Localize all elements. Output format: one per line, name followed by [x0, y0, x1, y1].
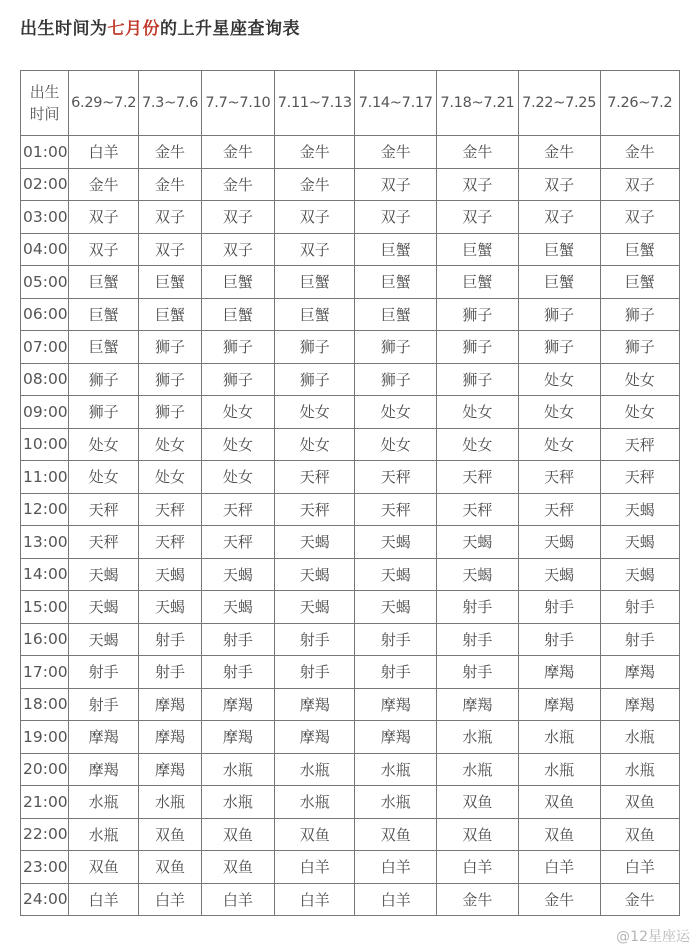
birth-time-cell: 08:00 — [21, 363, 69, 396]
ascendant-sign-cell: 狮子 — [275, 331, 355, 364]
ascendant-sign-cell: 水瓶 — [355, 753, 437, 786]
ascendant-sign-cell: 金牛 — [355, 136, 437, 169]
title-prefix: 出生时间为 — [20, 19, 108, 39]
ascendant-sign-cell: 双鱼 — [201, 851, 274, 884]
ascendant-sign-cell: 金牛 — [437, 883, 519, 916]
table-row — [21, 688, 680, 721]
ascendant-sign-cell: 水瓶 — [68, 818, 139, 851]
ascendant-sign-cell: 处女 — [68, 461, 139, 494]
birth-time-cell: 24:00 — [21, 883, 69, 916]
ascendant-sign-cell: 天秤 — [518, 461, 600, 494]
ascendant-sign-cell: 狮子 — [139, 363, 201, 396]
ascendant-sign-cell: 天秤 — [139, 493, 201, 526]
birth-time-cell: 04:00 — [21, 233, 69, 266]
ascendant-sign-cell: 金牛 — [68, 168, 139, 201]
ascendant-sign-cell: 巨蟹 — [139, 266, 201, 299]
watermark: @12星座运 — [616, 929, 690, 945]
ascendant-sign-cell: 白羊 — [518, 851, 600, 884]
ascendant-sign-cell: 射手 — [68, 688, 139, 721]
ascendant-sign-cell: 天秤 — [275, 493, 355, 526]
ascendant-sign-cell: 双子 — [600, 168, 679, 201]
table-row — [21, 818, 680, 851]
ascendant-sign-cell: 双鱼 — [139, 851, 201, 884]
ascendant-sign-cell: 双子 — [68, 201, 139, 234]
ascendant-sign-cell: 狮子 — [201, 331, 274, 364]
ascendant-sign-cell: 双子 — [437, 201, 519, 234]
ascendant-sign-cell: 处女 — [275, 396, 355, 429]
ascendant-sign-cell: 巨蟹 — [600, 266, 679, 299]
birth-time-cell: 06:00 — [21, 298, 69, 331]
ascendant-sign-cell: 天蝎 — [139, 558, 201, 591]
title-suffix: 的上升星座查询表 — [160, 19, 300, 39]
ascendant-sign-cell: 狮子 — [518, 331, 600, 364]
ascendant-sign-cell: 天蝎 — [437, 558, 519, 591]
ascendant-sign-cell: 双子 — [437, 168, 519, 201]
ascendant-sign-cell: 天秤 — [201, 493, 274, 526]
ascendant-sign-cell: 摩羯 — [139, 688, 201, 721]
ascendant-sign-cell: 天秤 — [275, 461, 355, 494]
ascendant-sign-cell: 天蝎 — [275, 591, 355, 624]
ascendant-sign-cell: 巨蟹 — [600, 233, 679, 266]
ascendant-sign-cell: 双鱼 — [68, 851, 139, 884]
birth-time-cell: 14:00 — [21, 558, 69, 591]
ascendant-sign-cell: 天秤 — [139, 526, 201, 559]
ascendant-sign-cell: 天秤 — [600, 428, 679, 461]
birth-time-cell: 22:00 — [21, 818, 69, 851]
ascendant-sign-cell: 处女 — [437, 396, 519, 429]
ascendant-sign-cell: 水瓶 — [437, 721, 519, 754]
table-row — [21, 168, 680, 201]
table-row — [21, 721, 680, 754]
ascendant-sign-cell: 狮子 — [275, 363, 355, 396]
ascendant-sign-cell: 狮子 — [355, 331, 437, 364]
ascendant-sign-cell: 天秤 — [201, 526, 274, 559]
table-row — [21, 493, 680, 526]
ascendant-sign-cell: 双子 — [139, 233, 201, 266]
ascendant-sign-cell: 水瓶 — [600, 721, 679, 754]
ascendant-sign-cell: 金牛 — [275, 168, 355, 201]
ascendant-sign-cell: 双子 — [68, 233, 139, 266]
birth-time-cell: 03:00 — [21, 201, 69, 234]
date-range-header: 6.29~7.2 — [68, 71, 139, 136]
ascendant-sign-cell: 巨蟹 — [437, 233, 519, 266]
ascendant-sign-cell: 双鱼 — [437, 786, 519, 819]
table-row — [21, 558, 680, 591]
ascendant-sign-cell: 金牛 — [437, 136, 519, 169]
ascendant-sign-cell: 巨蟹 — [355, 298, 437, 331]
ascendant-sign-cell: 狮子 — [139, 331, 201, 364]
ascendant-sign-cell: 水瓶 — [201, 753, 274, 786]
table-row — [21, 786, 680, 819]
ascendant-sign-cell: 射手 — [201, 623, 274, 656]
ascendant-sign-cell: 天蝎 — [437, 526, 519, 559]
date-range-header: 7.22~7.25 — [518, 71, 600, 136]
birth-time-cell: 23:00 — [21, 851, 69, 884]
ascendant-sign-cell: 白羊 — [275, 883, 355, 916]
ascendant-sign-cell: 处女 — [68, 428, 139, 461]
ascendant-sign-cell: 摩羯 — [600, 688, 679, 721]
table-row — [21, 526, 680, 559]
ascendant-sign-cell: 白羊 — [201, 883, 274, 916]
ascendant-sign-cell: 水瓶 — [518, 721, 600, 754]
ascendant-sign-cell: 狮子 — [201, 363, 274, 396]
ascendant-sign-cell: 金牛 — [139, 168, 201, 201]
ascendant-sign-cell: 双鱼 — [355, 818, 437, 851]
title-highlight-month: 七月份 — [107, 19, 160, 39]
ascendant-sign-cell: 双子 — [600, 201, 679, 234]
ascendant-sign-cell: 摩羯 — [437, 688, 519, 721]
ascendant-sign-cell: 双鱼 — [201, 818, 274, 851]
ascendant-sign-cell: 射手 — [355, 623, 437, 656]
ascendant-sign-cell: 双子 — [201, 233, 274, 266]
ascendant-sign-cell: 天蝎 — [201, 591, 274, 624]
ascendant-sign-cell: 摩羯 — [275, 688, 355, 721]
ascendant-sign-cell: 天蝎 — [68, 623, 139, 656]
ascendant-sign-cell: 巨蟹 — [275, 298, 355, 331]
ascendant-sign-cell: 天蝎 — [275, 526, 355, 559]
ascendant-sign-cell: 水瓶 — [68, 786, 139, 819]
ascendant-sign-cell: 射手 — [437, 591, 519, 624]
ascendant-sign-cell: 巨蟹 — [437, 266, 519, 299]
ascendant-sign-cell: 巨蟹 — [355, 233, 437, 266]
ascendant-sign-cell: 金牛 — [600, 136, 679, 169]
ascendant-sign-cell: 射手 — [355, 656, 437, 689]
birth-time-cell: 15:00 — [21, 591, 69, 624]
ascendant-sign-cell: 水瓶 — [437, 753, 519, 786]
ascendant-sign-cell: 处女 — [201, 461, 274, 494]
ascendant-sign-cell: 摩羯 — [355, 721, 437, 754]
ascendant-sign-cell: 射手 — [275, 623, 355, 656]
ascendant-sign-cell: 摩羯 — [139, 753, 201, 786]
birth-time-cell: 21:00 — [21, 786, 69, 819]
table-row — [21, 298, 680, 331]
ascendant-sign-cell: 双鱼 — [600, 786, 679, 819]
table-row — [21, 753, 680, 786]
ascendant-table-container — [20, 70, 680, 930]
ascendant-sign-cell: 巨蟹 — [139, 298, 201, 331]
table-row — [21, 201, 680, 234]
ascendant-sign-cell: 处女 — [355, 396, 437, 429]
ascendant-sign-cell: 天蝎 — [139, 591, 201, 624]
table-row — [21, 623, 680, 656]
table-row — [21, 883, 680, 916]
ascendant-sign-cell: 天蝎 — [355, 558, 437, 591]
date-range-header: 7.7~7.10 — [201, 71, 274, 136]
date-range-header: 7.3~7.6 — [139, 71, 201, 136]
ascendant-sign-cell: 处女 — [275, 428, 355, 461]
ascendant-sign-cell: 金牛 — [600, 883, 679, 916]
ascendant-sign-cell: 摩羯 — [139, 721, 201, 754]
table-row — [21, 591, 680, 624]
ascendant-sign-cell: 狮子 — [68, 363, 139, 396]
ascendant-sign-cell: 白羊 — [139, 883, 201, 916]
ascendant-sign-cell: 双子 — [201, 201, 274, 234]
ascendant-sign-cell: 天秤 — [600, 461, 679, 494]
ascendant-sign-cell: 狮子 — [139, 396, 201, 429]
ascendant-sign-cell: 天秤 — [355, 461, 437, 494]
ascendant-sign-cell: 处女 — [518, 396, 600, 429]
ascendant-sign-cell: 金牛 — [518, 883, 600, 916]
ascendant-sign-cell: 射手 — [139, 656, 201, 689]
ascendant-sign-cell: 射手 — [139, 623, 201, 656]
table-row — [21, 266, 680, 299]
ascendant-sign-cell: 巨蟹 — [275, 266, 355, 299]
table-body — [21, 136, 680, 916]
ascendant-sign-cell: 摩羯 — [201, 688, 274, 721]
table-row — [21, 363, 680, 396]
ascendant-sign-table — [20, 70, 680, 916]
birth-time-cell: 09:00 — [21, 396, 69, 429]
ascendant-sign-cell: 水瓶 — [355, 786, 437, 819]
ascendant-sign-cell: 金牛 — [201, 136, 274, 169]
ascendant-sign-cell: 处女 — [139, 461, 201, 494]
ascendant-sign-cell: 射手 — [437, 623, 519, 656]
table-row — [21, 656, 680, 689]
ascendant-sign-cell: 射手 — [275, 656, 355, 689]
ascendant-sign-cell: 狮子 — [68, 396, 139, 429]
ascendant-sign-cell: 巨蟹 — [201, 266, 274, 299]
ascendant-sign-cell: 水瓶 — [201, 786, 274, 819]
ascendant-sign-cell: 射手 — [600, 591, 679, 624]
ascendant-sign-cell: 天蝎 — [518, 558, 600, 591]
ascendant-sign-cell: 射手 — [600, 623, 679, 656]
ascendant-sign-cell: 天秤 — [437, 461, 519, 494]
table-row — [21, 331, 680, 364]
corner-label-line1: 出生 — [29, 83, 60, 101]
ascendant-sign-cell: 天秤 — [355, 493, 437, 526]
birth-time-cell: 18:00 — [21, 688, 69, 721]
ascendant-sign-cell: 摩羯 — [518, 656, 600, 689]
birth-time-cell: 19:00 — [21, 721, 69, 754]
ascendant-sign-cell: 金牛 — [139, 136, 201, 169]
ascendant-sign-cell: 水瓶 — [275, 786, 355, 819]
ascendant-sign-cell: 射手 — [201, 656, 274, 689]
ascendant-sign-cell: 天蝎 — [600, 493, 679, 526]
table-row — [21, 396, 680, 429]
table-row — [21, 851, 680, 884]
ascendant-sign-cell: 摩羯 — [355, 688, 437, 721]
ascendant-sign-cell: 双鱼 — [518, 786, 600, 819]
ascendant-sign-cell: 水瓶 — [139, 786, 201, 819]
table-row — [21, 428, 680, 461]
date-range-header: 7.18~7.21 — [437, 71, 519, 136]
table-row — [21, 136, 680, 169]
date-range-header: 7.11~7.13 — [275, 71, 355, 136]
ascendant-sign-cell: 白羊 — [355, 851, 437, 884]
ascendant-sign-cell: 金牛 — [275, 136, 355, 169]
ascendant-sign-cell: 白羊 — [355, 883, 437, 916]
ascendant-sign-cell: 处女 — [139, 428, 201, 461]
ascendant-sign-cell: 狮子 — [600, 298, 679, 331]
ascendant-sign-cell: 狮子 — [437, 363, 519, 396]
ascendant-sign-cell: 天秤 — [68, 526, 139, 559]
ascendant-sign-cell: 双子 — [518, 201, 600, 234]
table-header-row — [21, 71, 680, 136]
ascendant-sign-cell: 摩羯 — [518, 688, 600, 721]
ascendant-sign-cell: 处女 — [201, 428, 274, 461]
ascendant-sign-cell: 双子 — [275, 201, 355, 234]
ascendant-sign-cell: 巨蟹 — [68, 298, 139, 331]
table-row — [21, 233, 680, 266]
ascendant-sign-cell: 双子 — [355, 168, 437, 201]
ascendant-sign-cell: 双子 — [139, 201, 201, 234]
ascendant-sign-cell: 处女 — [355, 428, 437, 461]
date-range-header: 7.26~7.2 — [600, 71, 679, 136]
ascendant-sign-cell: 天蝎 — [355, 591, 437, 624]
ascendant-sign-cell: 摩羯 — [68, 753, 139, 786]
birth-time-cell: 13:00 — [21, 526, 69, 559]
ascendant-sign-cell: 狮子 — [518, 298, 600, 331]
ascendant-sign-cell: 巨蟹 — [201, 298, 274, 331]
ascendant-sign-cell: 天蝎 — [68, 591, 139, 624]
birth-time-cell: 01:00 — [21, 136, 69, 169]
ascendant-sign-cell: 金牛 — [201, 168, 274, 201]
birth-time-cell: 17:00 — [21, 656, 69, 689]
ascendant-sign-cell: 天蝎 — [68, 558, 139, 591]
ascendant-sign-cell: 天蝎 — [275, 558, 355, 591]
ascendant-sign-cell: 处女 — [518, 428, 600, 461]
ascendant-sign-cell: 狮子 — [437, 298, 519, 331]
ascendant-sign-cell: 摩羯 — [275, 721, 355, 754]
ascendant-sign-cell: 双子 — [355, 201, 437, 234]
ascendant-sign-cell: 巨蟹 — [518, 266, 600, 299]
ascendant-sign-cell: 天蝎 — [201, 558, 274, 591]
ascendant-sign-cell: 天秤 — [68, 493, 139, 526]
ascendant-sign-cell: 处女 — [600, 363, 679, 396]
ascendant-sign-cell: 白羊 — [437, 851, 519, 884]
birth-time-cell: 20:00 — [21, 753, 69, 786]
ascendant-sign-cell: 水瓶 — [600, 753, 679, 786]
ascendant-sign-cell: 处女 — [600, 396, 679, 429]
birth-time-cell: 07:00 — [21, 331, 69, 364]
ascendant-sign-cell: 巨蟹 — [518, 233, 600, 266]
ascendant-sign-cell: 摩羯 — [201, 721, 274, 754]
ascendant-sign-cell: 双鱼 — [275, 818, 355, 851]
birth-time-cell: 11:00 — [21, 461, 69, 494]
ascendant-sign-cell: 摩羯 — [600, 656, 679, 689]
ascendant-sign-cell: 处女 — [437, 428, 519, 461]
ascendant-sign-cell: 水瓶 — [275, 753, 355, 786]
birth-time-cell: 10:00 — [21, 428, 69, 461]
ascendant-sign-cell: 射手 — [437, 656, 519, 689]
ascendant-sign-cell: 狮子 — [437, 331, 519, 364]
page-title — [20, 14, 300, 39]
ascendant-sign-cell: 双鱼 — [139, 818, 201, 851]
table-row — [21, 461, 680, 494]
ascendant-sign-cell: 白羊 — [275, 851, 355, 884]
ascendant-sign-cell: 射手 — [68, 656, 139, 689]
ascendant-sign-cell: 双鱼 — [518, 818, 600, 851]
ascendant-sign-cell: 天秤 — [518, 493, 600, 526]
birth-time-cell: 16:00 — [21, 623, 69, 656]
ascendant-sign-cell: 白羊 — [68, 883, 139, 916]
ascendant-sign-cell: 处女 — [518, 363, 600, 396]
birth-time-cell: 02:00 — [21, 168, 69, 201]
ascendant-sign-cell: 双鱼 — [600, 818, 679, 851]
birth-time-cell: 12:00 — [21, 493, 69, 526]
ascendant-sign-cell: 狮子 — [355, 363, 437, 396]
ascendant-sign-cell: 水瓶 — [518, 753, 600, 786]
ascendant-sign-cell: 摩羯 — [68, 721, 139, 754]
ascendant-sign-cell: 处女 — [201, 396, 274, 429]
corner-label-line2: 时间 — [29, 105, 60, 123]
ascendant-sign-cell: 巨蟹 — [68, 266, 139, 299]
ascendant-sign-cell: 双子 — [275, 233, 355, 266]
ascendant-sign-cell: 射手 — [518, 591, 600, 624]
birth-time-cell: 05:00 — [21, 266, 69, 299]
ascendant-sign-cell: 白羊 — [68, 136, 139, 169]
ascendant-sign-cell: 天蝎 — [518, 526, 600, 559]
ascendant-sign-cell: 天蝎 — [600, 558, 679, 591]
ascendant-sign-cell: 天蝎 — [355, 526, 437, 559]
ascendant-sign-cell: 白羊 — [600, 851, 679, 884]
ascendant-sign-cell: 天秤 — [437, 493, 519, 526]
ascendant-sign-cell: 金牛 — [518, 136, 600, 169]
ascendant-sign-cell: 巨蟹 — [355, 266, 437, 299]
ascendant-sign-cell: 射手 — [518, 623, 600, 656]
ascendant-sign-cell: 巨蟹 — [68, 331, 139, 364]
ascendant-sign-cell: 双子 — [518, 168, 600, 201]
corner-header — [21, 71, 69, 136]
date-range-header: 7.14~7.17 — [355, 71, 437, 136]
ascendant-sign-cell: 狮子 — [600, 331, 679, 364]
ascendant-sign-cell: 天蝎 — [600, 526, 679, 559]
ascendant-sign-cell: 双鱼 — [437, 818, 519, 851]
